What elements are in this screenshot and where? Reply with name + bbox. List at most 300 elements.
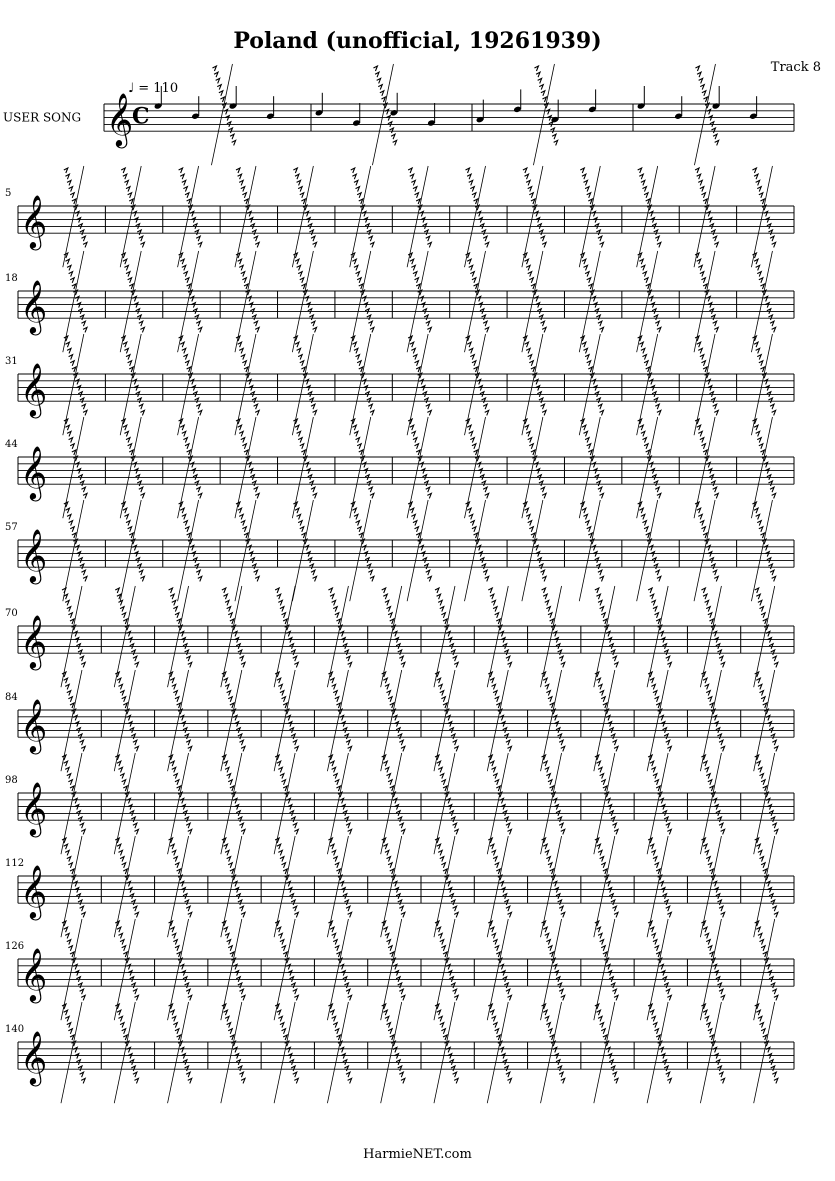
rest-mark	[185, 734, 189, 739]
rest-mark	[641, 180, 645, 185]
rest-mark	[413, 521, 417, 526]
rest-mark	[282, 697, 286, 702]
rest-mark	[283, 952, 287, 957]
rest-mark	[448, 722, 452, 727]
rest-mark	[703, 761, 707, 766]
rest-mark	[401, 995, 405, 1000]
rest-mark	[377, 78, 381, 83]
rest-mark	[706, 211, 710, 216]
rest-mark	[559, 740, 563, 745]
rest-mark	[346, 1072, 350, 1077]
rest-mark	[64, 844, 68, 849]
rest-mark	[639, 425, 643, 430]
rest-mark	[606, 798, 610, 803]
rest-mark	[233, 715, 237, 720]
rest-mark	[224, 109, 228, 114]
rest-mark	[667, 912, 671, 917]
rest-mark	[708, 780, 712, 785]
rest-mark	[713, 631, 717, 636]
rest-mark	[77, 303, 81, 308]
rest-mark	[81, 570, 85, 575]
rest-mark	[708, 1029, 712, 1034]
rest-mark	[482, 230, 486, 235]
rest-mark	[598, 487, 602, 492]
rest-mark	[582, 174, 586, 179]
rest-mark	[482, 481, 486, 486]
rest-mark	[588, 450, 592, 455]
rest-mark	[277, 678, 281, 683]
rest-mark	[301, 533, 305, 538]
stem	[487, 586, 508, 687]
rest-mark	[641, 431, 645, 436]
stem	[63, 500, 84, 601]
rest-mark	[413, 272, 417, 277]
rest-mark	[64, 1010, 68, 1015]
rest-mark	[772, 327, 776, 332]
rest-mark	[598, 933, 602, 938]
rest-mark	[239, 906, 243, 911]
rest-mark	[241, 272, 245, 277]
rest-mark	[332, 1016, 336, 1021]
rest-mark	[399, 656, 403, 661]
rest-mark	[499, 1047, 503, 1052]
rest-mark	[472, 361, 476, 366]
rest-mark	[667, 995, 671, 1000]
rest-mark	[757, 521, 761, 526]
rest-mark	[501, 638, 505, 643]
rest-mark	[427, 410, 431, 415]
measure-number: 44	[5, 439, 18, 450]
stem	[120, 500, 141, 601]
rest-mark	[335, 613, 339, 618]
rest-mark	[367, 230, 371, 235]
rest-mark	[180, 798, 184, 803]
rest-mark	[212, 66, 216, 71]
rest-mark	[650, 1010, 654, 1015]
rest-mark	[81, 321, 85, 326]
rest-mark	[190, 379, 194, 384]
rest-mark	[713, 487, 717, 492]
stem	[114, 586, 135, 687]
rest-mark	[721, 1078, 725, 1083]
rest-mark	[440, 607, 444, 612]
rest-mark	[608, 722, 612, 727]
rest-mark	[364, 469, 368, 474]
rest-mark	[453, 740, 457, 745]
rest-mark	[186, 740, 190, 745]
rest-mark	[752, 253, 756, 258]
rest-mark	[717, 650, 721, 655]
rest-mark	[772, 656, 776, 661]
stem	[694, 64, 715, 165]
rest-mark	[359, 199, 363, 204]
rest-mark	[545, 933, 549, 938]
rest-mark	[654, 564, 658, 569]
rest-mark	[482, 564, 486, 569]
rest-mark	[399, 823, 403, 828]
rest-mark	[603, 786, 607, 791]
rest-mark	[504, 983, 508, 988]
rest-mark	[546, 1023, 550, 1028]
rest-mark	[721, 829, 725, 834]
rest-mark	[774, 746, 778, 751]
rest-mark	[596, 927, 600, 932]
rest-mark	[198, 242, 202, 247]
rest-mark	[170, 844, 174, 849]
rest-mark	[771, 650, 775, 655]
rest-mark	[700, 438, 704, 443]
rest-mark	[765, 552, 769, 557]
rest-mark	[651, 684, 655, 689]
stem	[221, 586, 242, 687]
rest-mark	[182, 180, 186, 185]
rest-mark	[280, 857, 284, 862]
rest-mark	[656, 619, 660, 624]
rest-mark	[650, 594, 654, 599]
rest-mark	[772, 740, 776, 745]
rest-mark	[764, 379, 768, 384]
rest-mark	[367, 315, 371, 320]
rest-mark	[585, 438, 589, 443]
rest-mark	[313, 327, 317, 332]
rest-mark	[330, 761, 334, 766]
rest-mark	[333, 1023, 337, 1028]
rest-mark	[65, 600, 69, 605]
rest-mark	[295, 174, 299, 179]
rest-mark	[362, 211, 366, 216]
rest-mark	[410, 508, 414, 513]
rest-mark	[612, 656, 616, 661]
rest-mark	[506, 1072, 510, 1077]
rest-mark	[288, 638, 292, 643]
rest-mark	[596, 844, 600, 849]
rest-mark	[383, 844, 387, 849]
rest-mark	[561, 1078, 565, 1083]
rest-mark	[335, 1029, 339, 1034]
rest-mark	[173, 691, 177, 696]
rest-mark	[757, 355, 761, 360]
rest-mark	[241, 187, 245, 192]
rest-mark	[123, 703, 127, 708]
rest-mark	[129, 450, 133, 455]
rest-mark	[759, 278, 763, 283]
rest-mark	[426, 321, 430, 326]
stem	[694, 166, 715, 267]
rest-mark	[705, 767, 709, 772]
rest-mark	[639, 342, 643, 347]
treble-clef-icon: 𝄞	[20, 1030, 48, 1085]
rest-mark	[124, 180, 128, 185]
rest-mark	[241, 662, 245, 667]
rest-mark	[370, 576, 374, 581]
rest-mark	[754, 259, 758, 264]
rest-mark	[490, 594, 494, 599]
rest-mark	[223, 927, 227, 932]
rest-mark	[443, 619, 447, 624]
rest-mark	[698, 514, 702, 519]
rest-mark	[664, 817, 668, 822]
rest-mark	[703, 97, 707, 102]
rest-mark	[83, 410, 87, 415]
rest-mark	[131, 650, 135, 655]
rest-mark	[478, 469, 482, 474]
rest-mark	[386, 940, 390, 945]
rest-mark	[767, 638, 771, 643]
rest-mark	[348, 662, 352, 667]
rest-mark	[705, 600, 709, 605]
rest-mark	[124, 348, 128, 353]
rest-mark	[241, 521, 245, 526]
rest-mark	[195, 564, 199, 569]
rest-mark	[341, 971, 345, 976]
rest-mark	[721, 912, 725, 917]
rest-mark	[191, 552, 195, 557]
rest-mark	[68, 946, 72, 951]
rest-mark	[588, 199, 592, 204]
rest-mark	[596, 315, 600, 320]
measure-number: 84	[5, 692, 18, 703]
rest-mark	[470, 272, 474, 277]
rest-mark	[131, 983, 135, 988]
rest-mark	[649, 462, 653, 467]
rest-mark	[708, 552, 712, 557]
stem	[751, 500, 772, 601]
rest-mark	[238, 174, 242, 179]
rest-mark	[333, 774, 337, 779]
rest-mark	[772, 576, 776, 581]
rest-mark	[472, 444, 476, 449]
rest-mark	[364, 552, 368, 557]
stem	[487, 1002, 508, 1103]
rest-mark	[598, 767, 602, 772]
rest-mark	[438, 684, 442, 689]
rest-mark	[587, 527, 591, 532]
rest-mark	[553, 964, 557, 969]
rest-mark	[772, 906, 776, 911]
rest-mark	[122, 697, 126, 702]
rest-mark	[469, 180, 473, 185]
rest-mark	[340, 881, 344, 886]
rest-mark	[706, 462, 710, 467]
rest-mark	[485, 576, 489, 581]
rest-mark	[188, 746, 192, 751]
rest-mark	[70, 278, 74, 283]
rest-mark	[770, 321, 774, 326]
rest-mark	[124, 431, 128, 436]
rest-mark	[368, 236, 372, 241]
rest-mark	[291, 817, 295, 822]
rest-mark	[659, 631, 663, 636]
rest-mark	[467, 508, 471, 513]
rest-mark	[469, 348, 473, 353]
rest-mark	[330, 1010, 334, 1015]
rest-mark	[239, 180, 243, 185]
rest-mark	[774, 829, 778, 834]
rest-mark	[666, 989, 670, 994]
rest-mark	[443, 952, 447, 957]
rest-mark	[495, 946, 499, 951]
rest-mark	[394, 1054, 398, 1059]
rest-mark	[767, 888, 771, 893]
rest-mark	[453, 823, 457, 828]
rest-mark	[525, 425, 529, 430]
rest-mark	[128, 361, 132, 366]
rest-mark	[235, 722, 239, 727]
rest-mark	[545, 767, 549, 772]
rest-mark	[190, 296, 194, 301]
rest-mark	[491, 1016, 495, 1021]
rest-mark	[180, 715, 184, 720]
rest-mark	[70, 193, 74, 198]
rest-mark	[421, 303, 425, 308]
rest-mark	[711, 128, 715, 133]
rest-mark	[641, 265, 645, 270]
rest-mark	[223, 844, 227, 849]
rest-mark	[288, 888, 292, 893]
rest-mark	[131, 1066, 135, 1071]
rest-mark	[653, 691, 657, 696]
rest-mark	[499, 798, 503, 803]
rest-mark	[80, 315, 84, 320]
rest-mark	[438, 850, 442, 855]
rest-mark	[78, 983, 82, 988]
rest-mark	[664, 734, 668, 739]
rest-mark	[128, 444, 132, 449]
rest-mark	[714, 1054, 718, 1059]
rest-mark	[362, 545, 366, 550]
rest-mark	[313, 576, 317, 581]
rest-mark	[235, 971, 239, 976]
rest-mark	[247, 462, 251, 467]
rest-mark	[646, 199, 650, 204]
rest-mark	[385, 767, 389, 772]
rest-mark	[230, 619, 234, 624]
rest-mark	[72, 450, 76, 455]
rest-mark	[714, 722, 718, 727]
treble-clef-icon: 𝄞	[106, 92, 134, 147]
rest-mark	[599, 410, 603, 415]
rest-mark	[173, 940, 177, 945]
rest-mark	[126, 272, 130, 277]
rest-mark	[491, 933, 495, 938]
rest-mark	[661, 638, 665, 643]
rest-mark	[717, 983, 721, 988]
rest-mark	[766, 1047, 770, 1052]
rest-mark	[398, 983, 402, 988]
rest-mark	[280, 774, 284, 779]
rest-mark	[238, 817, 242, 822]
rest-mark	[306, 386, 310, 391]
rest-mark	[286, 715, 290, 720]
rest-mark	[80, 564, 84, 569]
rest-mark	[364, 303, 368, 308]
rest-mark	[478, 552, 482, 557]
rest-mark	[525, 259, 529, 264]
rest-mark	[186, 989, 190, 994]
rest-mark	[695, 253, 699, 258]
rest-mark	[70, 527, 74, 532]
rest-mark	[763, 619, 767, 624]
rest-mark	[75, 211, 79, 216]
rest-mark	[765, 303, 769, 308]
rest-mark	[424, 315, 428, 320]
measure-number: 31	[5, 356, 18, 367]
rest-mark	[765, 386, 769, 391]
rest-mark	[667, 746, 671, 751]
rest-mark	[214, 72, 218, 77]
rest-mark	[437, 678, 441, 683]
rest-mark	[173, 607, 177, 612]
rest-mark	[416, 284, 420, 289]
rest-mark	[499, 715, 503, 720]
rest-mark	[493, 940, 497, 945]
rest-mark	[282, 613, 286, 618]
rest-mark	[75, 1054, 79, 1059]
rest-mark	[301, 199, 305, 204]
treble-clef-icon: 𝄞	[20, 614, 48, 669]
stem	[211, 64, 232, 165]
rest-mark	[698, 265, 702, 270]
rest-mark	[80, 656, 84, 661]
rest-mark	[81, 404, 85, 409]
rest-mark	[759, 361, 763, 366]
rest-mark	[612, 1072, 616, 1077]
rest-mark	[223, 678, 227, 683]
rest-mark	[180, 342, 184, 347]
rest-mark	[288, 722, 292, 727]
rest-mark	[344, 983, 348, 988]
rest-mark	[254, 487, 258, 492]
rest-mark	[288, 1054, 292, 1059]
rest-mark	[705, 850, 709, 855]
rest-mark	[187, 533, 191, 538]
rest-mark	[474, 199, 478, 204]
rest-mark	[227, 1023, 231, 1028]
rest-mark	[120, 940, 124, 945]
rest-mark	[703, 1010, 707, 1015]
rest-mark	[583, 431, 587, 436]
rest-mark	[78, 650, 82, 655]
rest-mark	[335, 780, 339, 785]
rest-mark	[356, 187, 360, 192]
rest-mark	[443, 786, 447, 791]
rest-mark	[582, 259, 586, 264]
rest-mark	[543, 761, 547, 766]
rest-mark	[426, 570, 430, 575]
stem	[350, 166, 371, 267]
rest-mark	[446, 715, 450, 720]
rest-mark	[354, 431, 358, 436]
rest-mark	[472, 527, 476, 532]
rest-mark	[336, 619, 340, 624]
rest-mark	[542, 97, 546, 102]
rest-mark	[134, 746, 138, 751]
rest-mark	[78, 900, 82, 905]
rest-mark	[701, 278, 705, 283]
rest-mark	[69, 187, 73, 192]
rest-mark	[340, 715, 344, 720]
rest-mark	[335, 863, 339, 868]
rest-mark	[175, 1029, 179, 1034]
rest-mark	[357, 361, 361, 366]
rest-mark	[495, 697, 499, 702]
rest-mark	[469, 265, 473, 270]
rest-mark	[117, 844, 121, 849]
rest-mark	[608, 805, 612, 810]
rest-mark	[388, 863, 392, 868]
rest-mark	[188, 1078, 192, 1083]
rest-mark	[132, 379, 136, 384]
